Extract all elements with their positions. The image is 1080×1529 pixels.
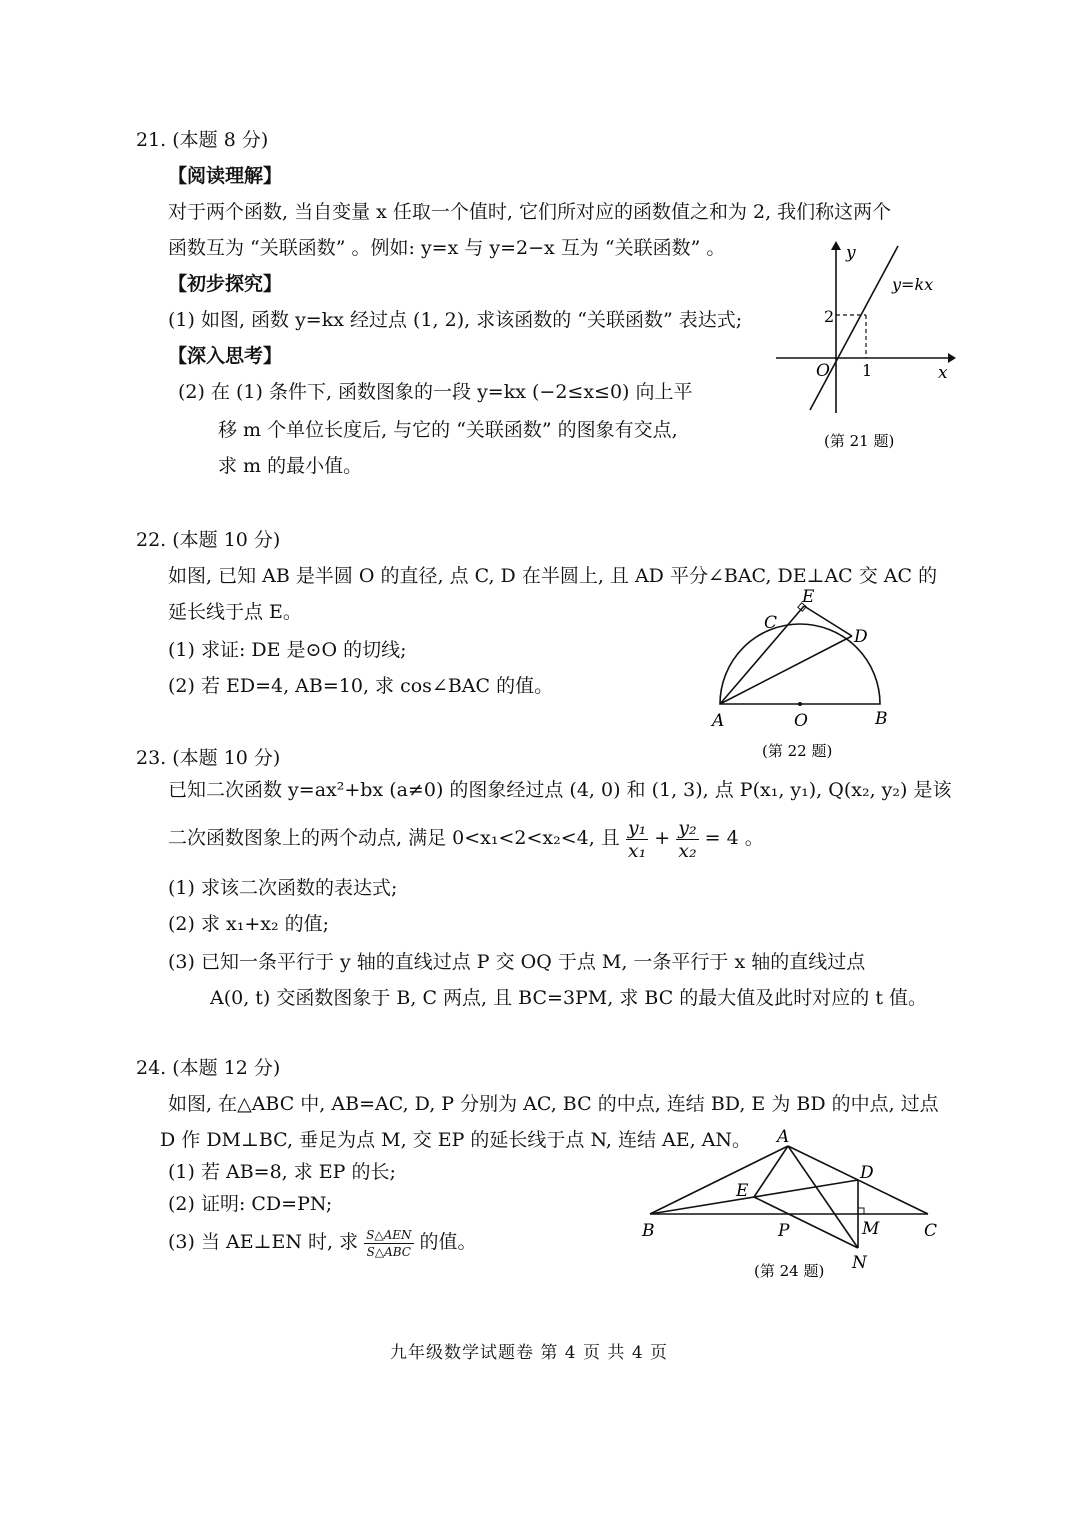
q22-part2: (2) 若 ED=4, AB=10, 求 cos∠BAC 的值。	[168, 675, 554, 697]
q21-label-o: O	[816, 361, 830, 381]
q23-frac1-den: x₁	[627, 839, 647, 862]
q22-caption: (第 22 题)	[762, 742, 833, 760]
q22-line1: 如图, 已知 AB 是半圆 O 的直径, 点 C, D 在半圆上, 且 AD 平分∠BAC, DE⊥AC 交 AC 的	[168, 565, 938, 587]
q23-head: 23. (本题 10 分)	[136, 747, 281, 769]
q24-label-c: C	[924, 1221, 938, 1241]
q22-line-de	[804, 606, 852, 636]
q21-y-arrow	[831, 241, 841, 250]
q21-head: 21. (本题 8 分)	[136, 129, 269, 151]
q24-line-an	[788, 1146, 858, 1248]
q23-line2	[168, 814, 764, 862]
q21-line-kx	[810, 246, 898, 410]
q22-line-ad	[720, 636, 852, 704]
q22-label-b: B	[875, 709, 888, 729]
q21-label-1: 1	[862, 361, 873, 380]
q22-label-o: O	[794, 711, 808, 731]
q21-label-x: x	[938, 363, 948, 383]
q21-label-line: y=kx	[892, 275, 934, 294]
q24-right-angle	[858, 1208, 864, 1214]
q22-label-c: C	[764, 613, 778, 633]
q23-line2-post: = 4 。	[704, 827, 764, 849]
q21-caption: (第 21 题)	[824, 432, 895, 450]
q24-label-n: N	[852, 1253, 867, 1273]
q23-part3a: (3) 已知一条平行于 y 轴的直线过点 P 交 OQ 于点 M, 一条平行于 x 轴的直线过点	[168, 951, 866, 973]
q24-line1: 如图, 在△ABC 中, AB=AC, D, P 分别为 AC, BC 的中点, 连结 BD, E 为 BD 的中点, 过点	[168, 1093, 939, 1115]
q24-label-e: E	[736, 1181, 749, 1201]
q22-part1: (1) 求证: DE 是⊙O 的切线;	[168, 639, 407, 661]
q24-line2: D 作 DM⊥BC, 垂足为点 M, 交 EP 的延长线于点 N, 连结 AE, AN。	[160, 1129, 752, 1151]
q24-part2: (2) 证明: CD=PN;	[168, 1193, 333, 1215]
q23-fraction-2	[676, 817, 698, 862]
q24-label-a: A	[777, 1127, 790, 1147]
q24-caption: (第 24 题)	[754, 1262, 825, 1280]
q21-label-2: 2	[824, 307, 835, 326]
q22-center-dot	[798, 702, 802, 706]
q21-label-y: y	[846, 243, 856, 263]
q24-head: 24. (本题 12 分)	[136, 1057, 281, 1079]
q24-frac-num: S△AEN	[366, 1227, 412, 1242]
q23-plus: +	[654, 827, 671, 849]
q23-part3b: A(0, t) 交函数图象于 B, C 两点, 且 BC=3PM, 求 BC 的最大值及此时对应的 t 值。	[210, 987, 927, 1009]
q21-part2b: 移 m 个单位长度后, 与它的 “关联函数” 的图象有交点,	[218, 419, 678, 441]
q22-line-ae	[720, 606, 804, 704]
q21-line1: 对于两个函数, 当自变量 x 任取一个值时, 它们所对应的函数值之和为 2, 我们称这两个	[168, 201, 892, 223]
q24-area-fraction	[364, 1227, 413, 1260]
q21-line2: 函数互为 “关联函数” 。例如: y=x 与 y=2−x 互为 “关联函数” 。	[168, 237, 726, 259]
q23-part1: (1) 求该二次函数的表达式;	[168, 877, 398, 899]
q24-part3-pre: (3) 当 AE⊥EN 时, 求	[168, 1231, 359, 1253]
q21-part2a: (2) 在 (1) 条件下, 函数图象的一段 y=kx (−2≤x≤0) 向上平	[178, 381, 693, 403]
q23-line2-pre: 二次函数图象上的两个动点, 满足 0<x₁<2<x₂<4, 且	[168, 827, 620, 849]
q24-label-d: D	[860, 1163, 874, 1183]
q21-section-deep: 【深入思考】	[168, 345, 283, 367]
q22-figure	[700, 584, 900, 764]
q21-x-arrow	[948, 353, 956, 363]
q21-part2c: 求 m 的最小值。	[218, 455, 363, 477]
q23-part2: (2) 求 x₁+x₂ 的值;	[168, 913, 330, 935]
q22-line2: 延长线于点 E。	[168, 601, 302, 623]
q23-frac1-num: y₁	[627, 816, 647, 839]
q23-frac2-den: x₂	[678, 839, 697, 862]
q22-label-e: E	[802, 587, 815, 607]
page-footer: 九年级数学试题卷 第 4 页 共 4 页	[390, 1343, 669, 1363]
q24-frac-den: S△ABC	[366, 1244, 411, 1259]
q22-head: 22. (本题 10 分)	[136, 529, 281, 551]
q21-section-reading: 【阅读理解】	[168, 165, 283, 187]
q24-part1: (1) 若 AB=8, 求 EP 的长;	[168, 1161, 396, 1183]
q21-part1: (1) 如图, 函数 y=kx 经过点 (1, 2), 求该函数的 “关联函数” 表达式;	[168, 309, 743, 331]
q21-figure	[770, 238, 960, 468]
q24-label-m: M	[862, 1219, 880, 1239]
q24-label-b: B	[642, 1221, 655, 1241]
q23-fraction-1	[626, 817, 648, 862]
q24-figure	[630, 1124, 950, 1290]
q22-label-d: D	[854, 627, 868, 647]
q23-frac2-num: y₂	[678, 816, 697, 839]
q24-line-en	[754, 1197, 858, 1248]
q24-part3	[168, 1222, 477, 1262]
q24-part3-post: 的值。	[419, 1231, 477, 1253]
q22-label-a: A	[712, 711, 725, 731]
q24-label-p: P	[778, 1221, 790, 1241]
q21-section-explore: 【初步探究】	[168, 273, 283, 295]
q23-line1: 已知二次函数 y=ax²+bx (a≠0) 的图象经过点 (4, 0) 和 (1, 3), 点 P(x₁, y₁), Q(x₂, y₂) 是该	[168, 779, 952, 801]
